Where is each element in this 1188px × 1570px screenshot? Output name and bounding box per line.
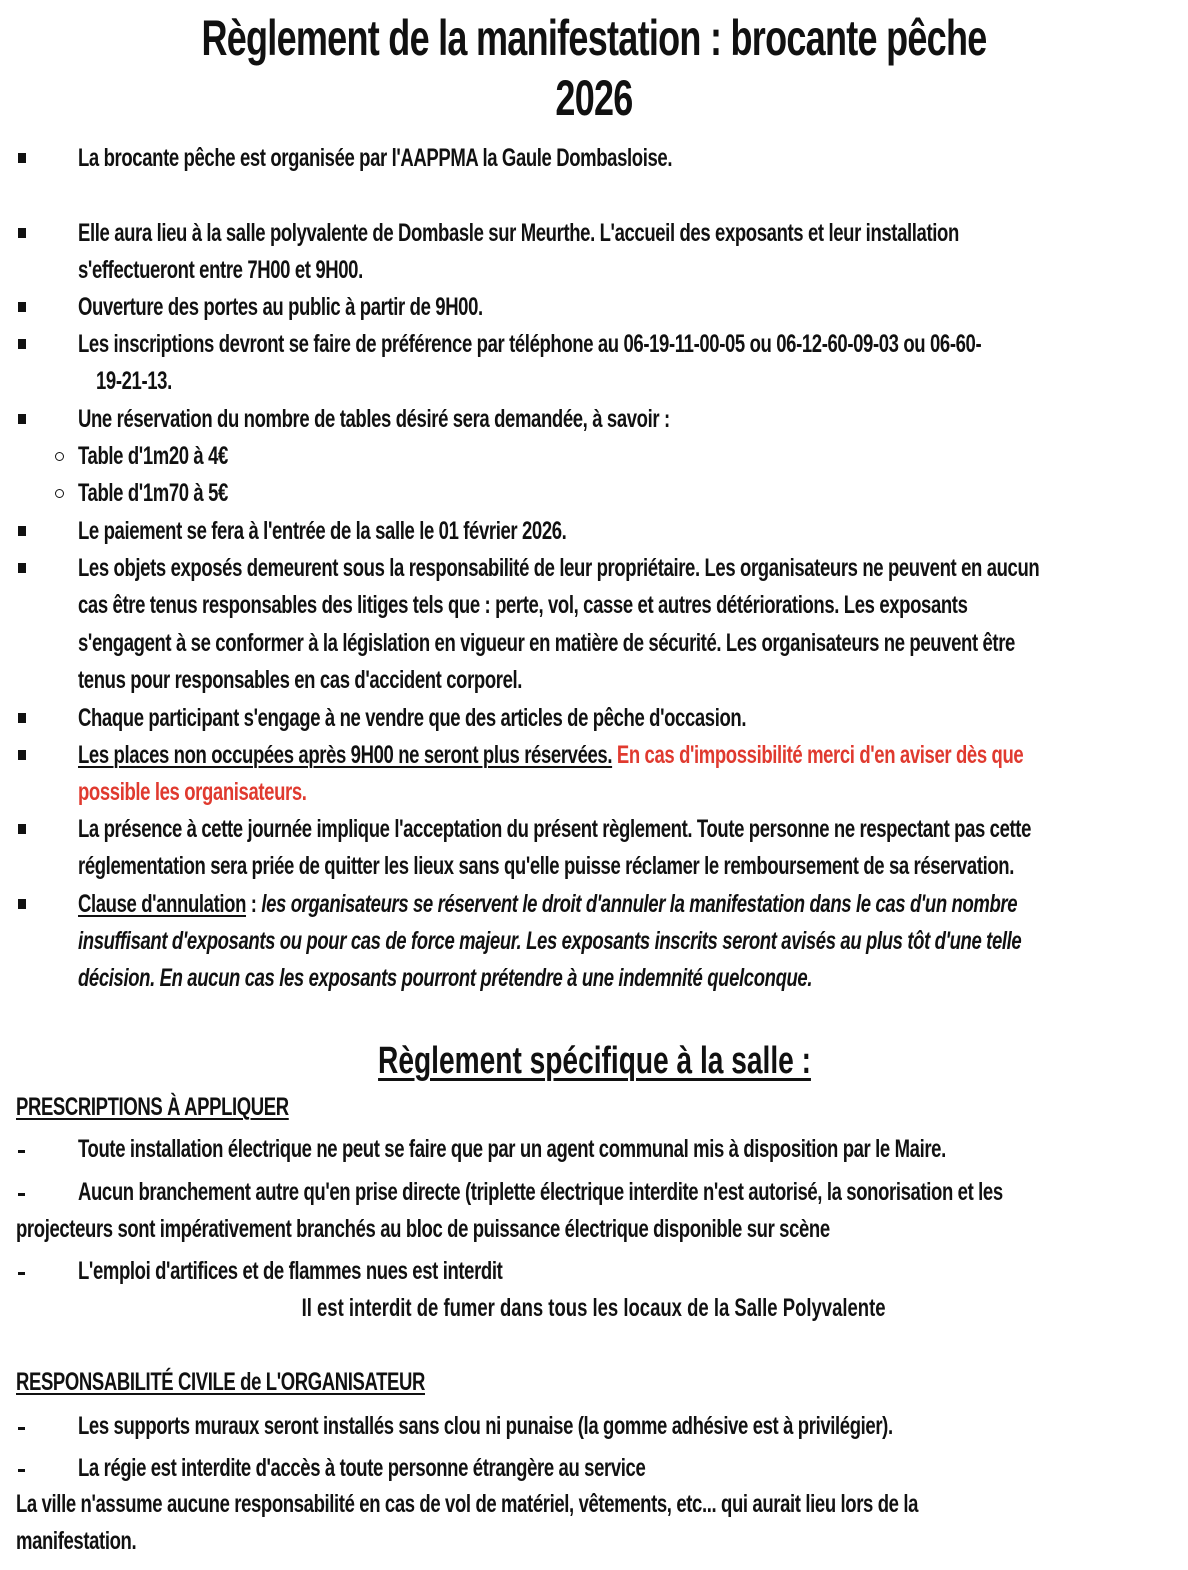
- rule-table-reservation: Une réservation du nombre de tables désiré sera demandée, à savoir :: [78, 405, 670, 433]
- rule-opening: Ouverture des portes au public à partir de 9H00.: [78, 293, 483, 321]
- no-smoking-notice: Il est interdit de fumer dans tous les locaux de la Salle Polyvalente: [302, 1294, 886, 1322]
- prescription-electrical: Toute installation électrique ne peut se faire que par un agent communal mis à disposition par le Maire.: [78, 1135, 946, 1163]
- square-bullet-icon: [18, 526, 26, 536]
- table-option: Table d'1m70 à 5€: [78, 479, 228, 507]
- rule-liability-line4: tenus pour responsables en cas d'accident corporel.: [78, 666, 523, 694]
- dash-bullet-icon: [18, 1150, 25, 1153]
- rule-acceptance-line2: réglementation sera priée de quitter les lieux sans qu'elle puisse réclamer le remboursement de sa réservation.: [78, 852, 1015, 880]
- rule-cancellation-clause-line2: insuffisant d'exposants ou pour cas de force majeur. Les exposants inscrits seront avisés au plus tôt d'une telle: [78, 927, 1022, 955]
- prescription-connection-line2: projecteurs sont impérativement branchés au bloc de puissance électrique disponible sur scène: [16, 1215, 830, 1243]
- dash-bullet-icon: [18, 1469, 25, 1472]
- dash-bullet-icon: [18, 1272, 25, 1275]
- liability-heading: RESPONSABILITÉ CIVILE de L'ORGANISATEUR: [16, 1368, 426, 1396]
- rule-registration-line2: 19-21-13.: [96, 367, 172, 395]
- prescriptions-heading: PRESCRIPTIONS À APPLIQUER: [16, 1093, 289, 1121]
- liability-wall-supports: Les supports muraux seront installés sans clou ni punaise (la gomme adhésive est à privilégier).: [78, 1412, 893, 1440]
- square-bullet-icon: [18, 899, 26, 909]
- square-bullet-icon: [18, 339, 26, 349]
- liability-control-room: La régie est interdite d'accès à toute personne étrangère au service: [78, 1454, 646, 1482]
- rule-payment: Le paiement se fera à l'entrée de la salle le 01 février 2026.: [78, 517, 567, 545]
- square-bullet-icon: [18, 750, 26, 760]
- rule-registration-line1: Les inscriptions devront se faire de préférence par téléphone au 06-19-11-00-05 ou 06-12-60-09-03 ou 06-60-: [78, 330, 982, 358]
- rule-venue-line1: Elle aura lieu à la salle polyvalente de Dombasle sur Meurthe. L'accueil des exposants et leur installation: [78, 219, 959, 247]
- cancellation-request-line2: possible les organisateurs.: [78, 778, 307, 806]
- square-bullet-icon: [18, 153, 26, 163]
- circle-bullet-icon: [55, 452, 64, 461]
- rule-organizer: La brocante pêche est organisée par l'AAPPMA la Gaule Dombasloise.: [78, 144, 673, 172]
- prescription-connection-line1: Aucun branchement autre qu'en prise directe (triplette électrique interdite n'est autorisé, la sonorisation et les: [78, 1178, 1003, 1206]
- cancellation-request-line1: En cas d'impossibilité merci d'en aviser dès que: [616, 741, 1024, 769]
- circle-bullet-icon: [55, 489, 64, 498]
- square-bullet-icon: [18, 228, 26, 238]
- square-bullet-icon: [18, 414, 26, 424]
- rule-unoccupied-places: [78, 740, 1023, 770]
- rule-cancellation-clause-line3: décision. En aucun cas les exposants pourront prétendre à une indemnité quelconque.: [78, 964, 813, 992]
- page-title: Règlement de la manifestation : brocante pêche 2026: [201, 10, 987, 126]
- square-bullet-icon: [18, 824, 26, 834]
- rule-second-hand: Chaque participant s'engage à ne vendre que des articles de pêche d'occasion.: [78, 704, 747, 732]
- rule-liability-line3: s'engagent à se conformer à la législation en vigueur en matière de sécurité. Les organisateurs ne peuvent être: [78, 629, 1015, 657]
- city-disclaimer-line2: manifestation.: [16, 1527, 137, 1555]
- rule-liability-line1: Les objets exposés demeurent sous la responsabilité de leur propriétaire. Les organisateurs ne peuvent en aucun: [78, 554, 1040, 582]
- unoccupied-notice: Les places non occupées après 9H00 ne seront plus réservées.: [78, 741, 613, 769]
- dash-bullet-icon: [18, 1193, 25, 1196]
- square-bullet-icon: [18, 302, 26, 312]
- cancellation-clause-label: Clause d'annulation: [78, 890, 247, 918]
- square-bullet-icon: [18, 563, 26, 573]
- rule-liability-line2: cas être tenus responsables des litiges tels que : perte, vol, casse et autres détériorations. Les exposants: [78, 591, 968, 619]
- table-option: Table d'1m20 à 4€: [78, 442, 228, 470]
- hall-rules-title: Règlement spécifique à la salle :: [377, 1040, 811, 1082]
- rule-venue-line2: s'effectueront entre 7H00 et 9H00.: [78, 256, 363, 284]
- rule-cancellation-clause-line1: Clause d'annulation : les organisateurs se réservent le droit d'annuler la manifestation dans le cas d'un nombre: [78, 890, 1018, 918]
- square-bullet-icon: [18, 713, 26, 723]
- prescription-fireworks: L'emploi d'artifices et de flammes nues est interdit: [78, 1257, 503, 1285]
- city-disclaimer-line1: La ville n'assume aucune responsabilité en cas de vol de matériel, vêtements, etc... qui aurait lieu lors de la: [16, 1490, 919, 1518]
- rule-acceptance-line1: La présence à cette journée implique l'acceptation du présent règlement. Toute personne ne respectant pas cette: [78, 815, 1032, 843]
- dash-bullet-icon: [18, 1427, 25, 1430]
